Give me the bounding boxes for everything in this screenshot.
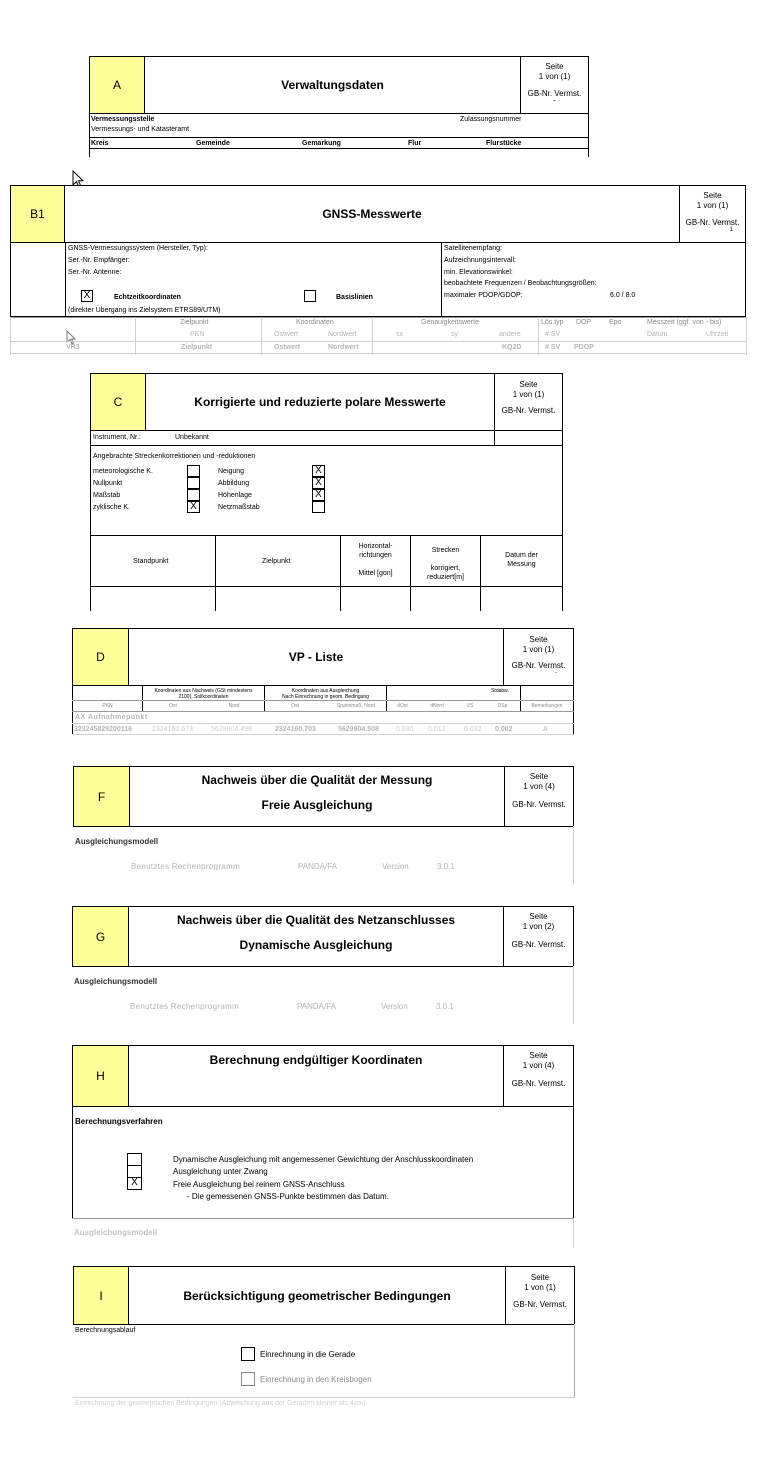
section-i-letter: I: [74, 1267, 129, 1324]
nachweis-head-2: 2100), Sollkoordinaten: [178, 694, 229, 700]
row-pdop: PDOP: [574, 344, 594, 351]
instrument-label: Instrument, Nr.:: [93, 434, 141, 441]
berechnungsverfahren-heading: Berechnungsverfahren: [75, 1117, 163, 1126]
divider: [574, 1324, 575, 1398]
section-h-title: Berechnung endgültiger Koordinaten: [209, 1053, 423, 1067]
divider: [72, 734, 574, 735]
divider: [441, 242, 442, 317]
korr-checkbox-neigung[interactable]: X: [312, 465, 325, 477]
cell-dost: 0.030: [396, 726, 414, 733]
row-kq: KQ2D: [502, 344, 522, 351]
cell-dsp: 0.002: [495, 726, 513, 733]
row-vr: VR3: [66, 344, 80, 351]
col-andere: andere: [499, 331, 521, 338]
divider: [10, 353, 746, 354]
gb-nr-value: 1: [729, 227, 733, 233]
gerade-label: Einrechnung in die Gerade: [260, 1350, 356, 1359]
ausgleichungsmodell-heading: Ausgleichungsmodell: [74, 977, 158, 986]
korr-checkbox-hoehenlage[interactable]: X: [312, 489, 325, 501]
divider: [89, 137, 589, 138]
section-d-letter: D: [73, 629, 129, 685]
col-dnord: dNord: [430, 703, 444, 709]
seite-label: Seite: [529, 1051, 548, 1060]
page-number: 1 von (1): [522, 645, 555, 654]
divider: [588, 113, 589, 157]
divider: [90, 445, 563, 446]
section-f-letter: F: [74, 767, 130, 826]
ser-nr-antenne-label: Ser.-Nr. Antenne:: [68, 269, 122, 276]
option-label-frei: Freie Ausgleichung bei reinem GNSS-Anschluss: [173, 1180, 345, 1189]
amt-value: Vermessungs- und Katasteramt: [91, 126, 190, 133]
divider: [215, 535, 216, 611]
seite-label: Seite: [545, 62, 564, 71]
section-b1-letter: B1: [11, 186, 65, 242]
section-f-title: Nachweis über die Qualität der Messung: [201, 773, 433, 787]
berechnungsablauf-heading: Berechnungsablauf: [75, 1327, 136, 1334]
page-number: 1 von (4): [522, 1061, 555, 1070]
col-ost-soll: Ost: [169, 703, 177, 709]
kreisbogen-checkbox[interactable]: [241, 1372, 255, 1386]
divider: [73, 1397, 575, 1398]
row-ostwert: Ostwert: [274, 344, 301, 351]
cell-pkn: 323245829200116: [74, 726, 133, 733]
korr-checkbox-zyklisch[interactable]: X: [187, 501, 200, 513]
section-c-seite: [495, 380, 562, 416]
divider: [494, 430, 495, 446]
col-datum-1: Datum der: [505, 552, 538, 559]
korr-checkbox-netzmassstab[interactable]: [312, 501, 325, 513]
divider: [10, 341, 746, 342]
divider: [573, 966, 574, 1024]
col-zielpunkt: Zielpunkt: [180, 319, 209, 326]
stdabw-head: Stdabw.: [491, 688, 509, 694]
korr-label-netzmassstab: Netzmaßstab: [218, 504, 260, 511]
divider: [72, 723, 574, 724]
cell-dnord: 0.012: [428, 726, 446, 733]
section-a-letter: A: [90, 57, 145, 113]
version-label: Version: [381, 1002, 408, 1011]
divider: [520, 685, 521, 711]
divider: [90, 535, 563, 536]
divider: [89, 148, 589, 149]
col-loestyp: Lös.typ: [541, 319, 564, 326]
section-g-letter: G: [73, 907, 129, 966]
rechenprogramm-value: PANDA/FA: [298, 862, 337, 871]
ausgleichung-head-2: Nach Einrechnung in geom. Bedingung: [281, 694, 369, 700]
pdop-value: 6.0 / 8.0: [610, 292, 636, 299]
col-flurstuecke: Flurstücke: [486, 140, 522, 147]
section-a-seite: [521, 62, 588, 103]
option-sublabel: - Die gemessenen GNSS-Punkte bestimmen das Datum.: [187, 1192, 389, 1201]
col-hz-3: Mittel [gon]: [358, 570, 393, 577]
pdop-label: maximaler PDOP/GDOP:: [444, 292, 523, 299]
cell-ost-soll: 2324160.673: [152, 726, 193, 733]
col-dsp: DSp: [497, 703, 508, 709]
col-strecken-1: Strecken: [431, 547, 460, 554]
korrektionen-heading: Angebrachte Streckenkorrektionen und -reduktionen: [93, 453, 256, 460]
divider: [72, 1106, 73, 1218]
divider: [90, 430, 91, 611]
korr-label-nullpunkt: Nullpunkt: [93, 480, 123, 487]
section-g-subtitle: Dynamische Ausgleichung: [239, 938, 393, 952]
satellitenempfang-label: Satellitenempfang:: [444, 245, 502, 252]
col-nord-ausgl: Spannmaß, Nord: [336, 703, 376, 709]
col-ost-ausgl: Ost: [291, 703, 299, 709]
korr-label-neigung: Neigung: [218, 468, 245, 475]
instrument-value: Unbekannt: [175, 434, 209, 441]
korr-label-hoehenlage: Höhenlage: [218, 492, 252, 499]
col-datum-2: Messung: [507, 561, 536, 568]
echtzeit-checkbox[interactable]: X: [81, 290, 93, 302]
section-g-seite: [504, 912, 573, 950]
col-pkn: PKN: [102, 703, 113, 709]
vermessungsstelle-label: Vermessungsstelle: [91, 116, 155, 123]
ausgleichungsmodell-heading: Ausgleichungsmodell: [74, 1228, 158, 1237]
ausgleichung-head-1: Koordinaten aus Ausgleichung: [291, 688, 360, 694]
divider: [10, 317, 746, 318]
col-sy: sy: [451, 331, 458, 338]
row-sv: # SV: [545, 344, 561, 351]
section-h-letter: H: [73, 1046, 129, 1106]
gb-nr-value: -: [555, 670, 557, 676]
cell-vs: 0.032: [464, 726, 482, 733]
aufzeichnungsintervall-label: Aufzeichnungsintervall:: [444, 257, 516, 264]
seite-label: Seite: [529, 635, 548, 644]
gb-nr-label: GB-Nr. Vermst.: [685, 218, 740, 227]
col-zielpunkt: Zielpunkt: [262, 558, 291, 565]
divider: [10, 317, 11, 355]
option-checkbox-frei[interactable]: X: [127, 1177, 142, 1190]
section-d-seite: [504, 635, 573, 675]
col-datum: Datum: [647, 331, 668, 338]
korr-checkbox-meteo[interactable]: [187, 465, 200, 477]
col-vs: VS: [466, 703, 474, 709]
section-c-letter: C: [91, 374, 146, 430]
divider: [65, 242, 66, 317]
col-sx: sx: [396, 331, 403, 338]
ser-nr-empfaenger-label: Ser.-Nr. Empfänger:: [68, 257, 130, 264]
col-koordinaten: Koordinaten: [296, 319, 334, 326]
group-aufnahmepunkt: AX Aufnahmepunkt: [75, 714, 148, 721]
divider: [72, 711, 574, 712]
option-label-zwang: Ausgleichung unter Zwang: [173, 1167, 268, 1176]
col-gemarkung: Gemarkung: [302, 140, 341, 147]
divider: [72, 1218, 574, 1219]
col-hz-2: richtungen: [359, 552, 392, 559]
korr-label-zyklisch: zyklische K.: [93, 504, 130, 511]
korr-checkbox-nullpunkt[interactable]: [187, 477, 200, 489]
gb-nr-label: GB-Nr. Vermst.: [511, 1079, 566, 1088]
divider: [573, 1218, 574, 1248]
cell-nord-ausgl: 5629804.508: [338, 726, 379, 733]
col-epo: Epo: [609, 319, 622, 326]
divider: [89, 113, 90, 157]
divider: [72, 685, 73, 735]
col-hz-1: Horizontal-: [358, 543, 393, 550]
gb-nr-label: GB-Nr. Vermst.: [512, 800, 566, 809]
col-dop: DOP: [576, 319, 592, 326]
rechenprogramm-label: Benutztes Rechenprogramm: [130, 1002, 240, 1011]
divider: [573, 685, 574, 735]
col-genauigkeit: Genauigkeitswerte: [421, 319, 479, 326]
divider: [135, 317, 136, 355]
divider: [90, 586, 563, 587]
divider: [72, 700, 574, 701]
divider: [480, 535, 481, 611]
divider: [573, 1106, 574, 1218]
seite-label: Seite: [519, 380, 538, 389]
col-ostwert: Ostwert: [274, 331, 299, 338]
gb-nr-label: GB-Nr. Vermst.: [501, 406, 556, 415]
col-messzeit: Messzeit (ggf. von - bis): [647, 319, 722, 326]
zulassungsnummer-label: Zulassungsnummer: [460, 116, 522, 123]
page-number: 1 von (1): [524, 1283, 556, 1292]
page-number: 1 von (2): [522, 922, 555, 931]
basislinien-checkbox[interactable]: [304, 290, 316, 302]
section-d-title: VP - Liste: [288, 650, 344, 664]
elevationswinkel-label: min. Elevationswinkel:: [444, 269, 513, 276]
echtzeit-label: Echtzeitkoordinaten: [114, 294, 181, 301]
section-b1-title: GNSS-Messwerte: [322, 207, 422, 221]
section-i-title: Berücksichtigung geometrischer Bedingungen: [183, 1288, 451, 1303]
row-zielpunkt: Zielpunkt: [181, 344, 213, 351]
korr-label-meteo: meteorologische K.: [93, 468, 153, 475]
divider: [746, 317, 747, 355]
col-strecken-2: korrigiert,: [430, 565, 461, 572]
section-h-seite: [504, 1051, 573, 1089]
row-nordwert: Nordwert: [328, 344, 359, 351]
cell-nord-soll: 5629804.498: [211, 726, 252, 733]
page-number: 1 von (1): [512, 390, 545, 399]
section-b1-seite: [680, 191, 745, 233]
section-f-seite: [505, 772, 573, 810]
col-pkn: PKN: [190, 331, 205, 338]
col-strecken-3: reduziert[m]: [427, 574, 464, 581]
gb-nr-label: GB-Nr. Vermst.: [511, 661, 566, 670]
seite-label: Seite: [530, 1273, 550, 1282]
rechenprogramm-label: Benutztes Rechenprogramm: [131, 862, 241, 871]
page-number: 1 von (4): [523, 782, 555, 791]
gerade-checkbox[interactable]: [241, 1347, 255, 1361]
col-nord-soll: Nord: [228, 703, 240, 709]
version-value: 3.0.1: [437, 862, 455, 871]
seite-label: Seite: [529, 772, 549, 781]
section-f-subtitle: Freie Ausgleichung: [261, 798, 373, 812]
cell-bemerkung: A: [543, 726, 548, 733]
nachweis-head-1: Koordinaten aus Nachweis (GSt mindestens: [154, 688, 253, 694]
gb-nr-label: GB-Nr. Vermst.: [527, 89, 582, 98]
frequenzen-label: beobachtete Frequenzen / Beobachtungsgrößen:: [444, 280, 597, 287]
col-dost: dOst: [397, 703, 408, 709]
section-a-title: Verwaltungsdaten: [281, 78, 384, 92]
basislinien-label: Basislinien: [336, 294, 373, 301]
korr-checkbox-massstab[interactable]: [187, 489, 200, 501]
korr-label-massstab: Maßstab: [93, 492, 121, 499]
col-kreis: Kreis: [91, 140, 109, 147]
col-gemeinde: Gemeinde: [196, 140, 230, 147]
divider: [372, 317, 373, 355]
col-sv: # SV: [545, 331, 561, 338]
divider: [386, 685, 387, 711]
section-c-title: Korrigierte und reduzierte polare Messwerte: [194, 395, 446, 409]
seite-label: Seite: [529, 912, 548, 921]
korr-checkbox-abbildung[interactable]: X: [312, 477, 325, 489]
kreisbogen-label: Einrechnung in den Kreisbogen: [260, 1375, 372, 1384]
version-label: Version: [382, 862, 409, 871]
gnss-system-label: GNSS-Vermessungssystem (Hersteller, Typ):: [68, 245, 208, 252]
section-g-title: Nachweis über die Qualität des Netzanschlusses: [176, 913, 456, 927]
gb-nr-label: GB-Nr. Vermst.: [511, 940, 566, 949]
footer-text: Einrechnung der geometrischen Bedingungen (Abweichung aus der Geraden kleiner als 4cm): [75, 1400, 366, 1407]
zielsystem-hint: (direkter Übergang ins Zielsystem ETRS89/UTM): [68, 307, 221, 314]
page-number: 1 von (1): [538, 72, 571, 81]
seite-label: Seite: [703, 191, 722, 200]
cell-ost-ausgl: 2324160.703: [275, 726, 316, 733]
version-value: 3.0.1: [436, 1002, 454, 1011]
col-standpunkt: Standpunkt: [133, 558, 169, 565]
gb-nr-value: -: [553, 96, 556, 105]
col-uhrzeit: Uhrzeit: [706, 331, 729, 338]
divider: [573, 826, 574, 884]
gb-nr-label: GB-Nr. Vermst.: [513, 1300, 567, 1309]
col-flur: Flur: [408, 140, 422, 147]
col-bemerkungen: Bemerkungen: [531, 703, 563, 709]
korr-label-abbildung: Abbildung: [218, 480, 250, 487]
rechenprogramm-value: PANDA/FA: [297, 1002, 336, 1011]
section-i-seite: [506, 1273, 574, 1310]
divider: [562, 430, 563, 611]
col-nordwert: Nordwert: [328, 331, 357, 338]
divider: [261, 317, 262, 355]
ausgleichungsmodell-heading: Ausgleichungsmodell: [75, 837, 159, 846]
option-label-dynamisch: Dynamische Ausgleichung mit angemessener Gewichtung der Anschlusskoordinaten: [173, 1155, 474, 1164]
divider: [538, 317, 539, 355]
page-number: 1 von (1): [696, 201, 729, 210]
